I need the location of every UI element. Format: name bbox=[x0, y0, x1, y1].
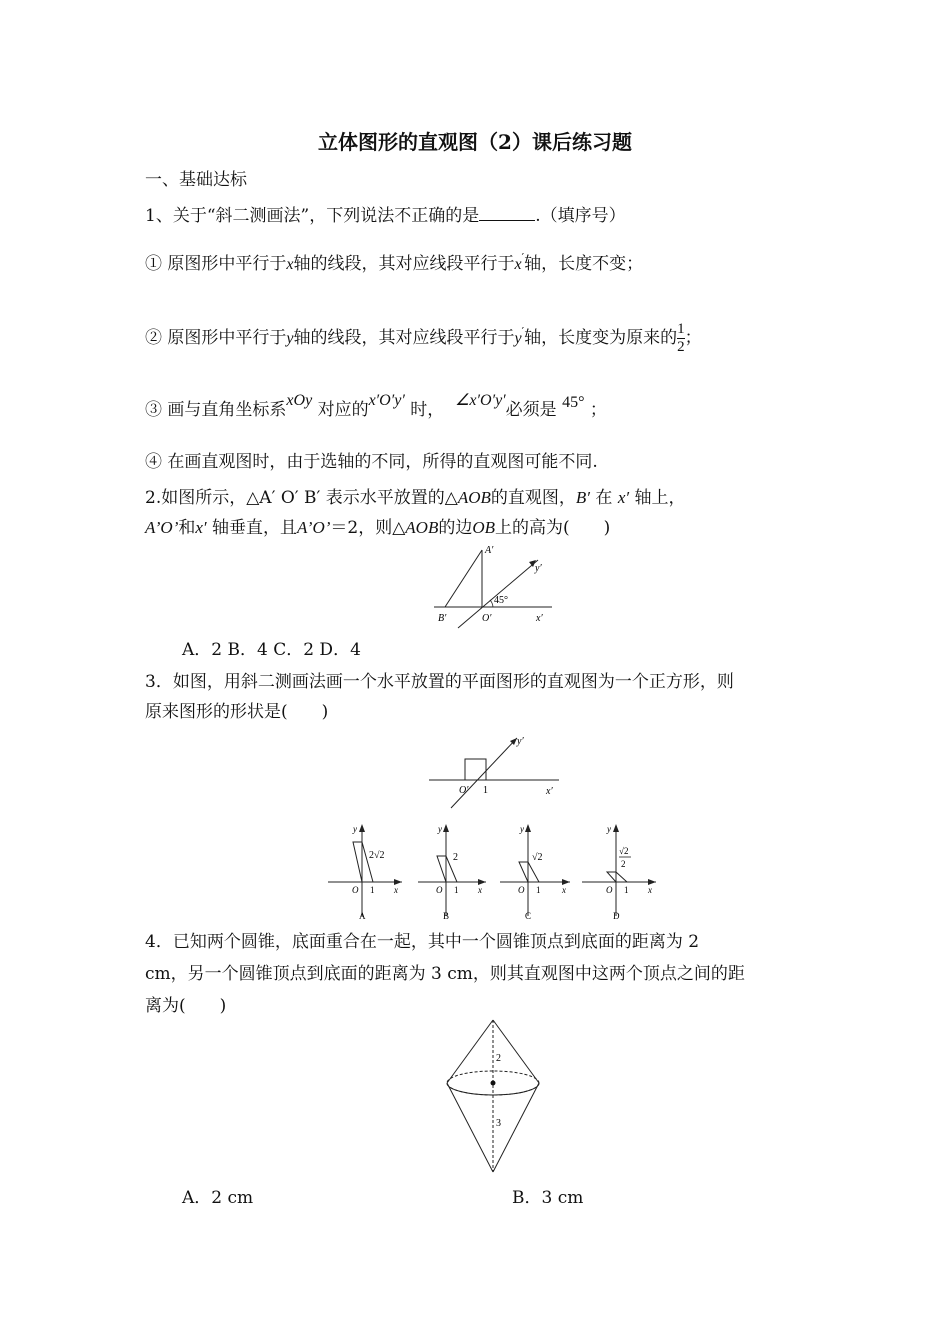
q3-label-one: 1 bbox=[483, 785, 488, 796]
s3-angle: ∠x′O′y′ bbox=[455, 392, 506, 409]
s1-x: x bbox=[286, 256, 294, 273]
s1-text-b: 轴的线段，其对应线段平行于 bbox=[293, 254, 515, 274]
q3-figure bbox=[425, 728, 565, 812]
q1-statement-1 bbox=[145, 252, 643, 278]
q3-line-2: 原来图形的形状是( ) bbox=[145, 702, 329, 722]
q2-label-angle: 45° bbox=[494, 595, 508, 606]
svg-text:1: 1 bbox=[370, 885, 375, 895]
svg-text:1: 1 bbox=[454, 885, 459, 895]
choice-a-graph bbox=[328, 824, 402, 921]
q2-x-prime-2: x′ bbox=[195, 518, 207, 537]
q1-stem-tail: .（填序号） bbox=[535, 206, 626, 226]
q4-option-a: A．2 cm bbox=[182, 1188, 254, 1208]
choice-c-length: √2 bbox=[532, 852, 543, 863]
fraction-one-half bbox=[677, 321, 685, 356]
q2-y-axis bbox=[458, 560, 538, 628]
q2-text-d: 轴上， bbox=[629, 488, 686, 508]
q3-label-x: x′ bbox=[546, 786, 553, 797]
s3-text-c: 时， bbox=[410, 400, 445, 420]
choice-d-num: √2 bbox=[619, 846, 629, 856]
q3-square bbox=[465, 759, 486, 780]
choice-d-letter: D bbox=[613, 911, 620, 921]
svg-text:y: y bbox=[438, 824, 442, 834]
q2-x-prime: x′ bbox=[617, 488, 630, 507]
q2-aob: AOB bbox=[457, 488, 491, 507]
choice-b-length: 2 bbox=[453, 852, 458, 863]
base-center-dot bbox=[491, 1081, 496, 1086]
svg-text:O: O bbox=[518, 885, 525, 895]
svg-text:O: O bbox=[352, 885, 359, 895]
q2-label-b: B′ bbox=[438, 613, 447, 624]
svg-text:x: x bbox=[648, 885, 652, 895]
q2-line-2 bbox=[145, 516, 610, 540]
q4-line-2: cm，另一个圆锥顶点到底面的距离为 3 cm，则其直观图中这两个顶点之间的距 bbox=[145, 964, 745, 984]
q3-label-o: O′ bbox=[459, 785, 469, 796]
s3-xoy: xOy bbox=[286, 392, 313, 409]
s1-prime: ′ bbox=[521, 251, 525, 264]
s3-text-d: 必须是 bbox=[505, 400, 557, 420]
svg-text:y: y bbox=[607, 824, 611, 834]
q2-ao-2: A’O’ bbox=[297, 518, 331, 537]
upper-cone-left bbox=[447, 1020, 493, 1083]
svg-text:1: 1 bbox=[536, 885, 541, 895]
q2-text-b: 的直观图， bbox=[490, 488, 576, 508]
q3-label-y: y′ bbox=[517, 736, 524, 747]
q2-label-y: y′ bbox=[535, 563, 542, 574]
q3-line-1: 3．如图，用斜二测画法画一个水平放置的平面图形的直观图为一个正方形，则 bbox=[145, 672, 734, 692]
q2-text-a: 2.如图所示，△A′ O′ B′ 表示水平放置的△ bbox=[145, 488, 458, 508]
q2-text-c: 在 bbox=[590, 488, 618, 508]
choice-c-graph bbox=[500, 824, 570, 921]
q2-text-i: 上的高为( ) bbox=[495, 518, 611, 538]
choice-d-graph bbox=[582, 824, 656, 921]
s3-text-b: 对应的 bbox=[317, 400, 369, 420]
q4-line-3: 离为( ) bbox=[145, 996, 227, 1016]
s3-text-a: ③ 画与直角坐标系 bbox=[145, 400, 287, 420]
q2-ob: OB bbox=[472, 518, 495, 537]
lower-cone-left bbox=[447, 1083, 493, 1172]
q2-text-g: ＝2，则△ bbox=[330, 518, 406, 538]
choice-b-letter: B bbox=[443, 911, 450, 921]
s1-text-c: 轴，长度不变； bbox=[524, 254, 644, 274]
q1-stem bbox=[145, 204, 626, 228]
s2-y-prime: y bbox=[514, 330, 522, 347]
svg-text:y: y bbox=[353, 824, 357, 834]
cone-height-top: 2 bbox=[496, 1053, 501, 1064]
q2-figure bbox=[432, 542, 556, 632]
frac-den: 2 bbox=[677, 339, 685, 355]
q4-line-1: 4．已知两个圆锥，底面重合在一起，其中一个圆锥顶点到底面的距离为 2 bbox=[145, 932, 700, 952]
svg-text:x: x bbox=[562, 885, 566, 895]
q2-aob-2: AOB bbox=[405, 518, 439, 537]
q2-text-h: 的边 bbox=[438, 518, 473, 538]
svg-text:O: O bbox=[436, 885, 443, 895]
upper-cone-right bbox=[493, 1020, 539, 1083]
cone-height-bottom: 3 bbox=[496, 1118, 501, 1129]
q4-cone-figure bbox=[440, 1016, 546, 1178]
q1-stem-text: 1、关于“斜二测画法”，下列说法不正确的是 bbox=[145, 206, 480, 226]
svg-text:x: x bbox=[394, 885, 398, 895]
q2-ab-edge bbox=[445, 550, 482, 607]
frac-num: 1 bbox=[677, 321, 685, 337]
q2-text-f: 轴垂直，且 bbox=[206, 518, 298, 538]
q1-statement-3 bbox=[145, 392, 607, 423]
q2-options: A．2 B．4 C．2 D．4 bbox=[182, 640, 361, 660]
s1-x-prime: x bbox=[514, 256, 522, 273]
q2-label-o: O′ bbox=[482, 613, 492, 624]
choice-a-length: 2√2 bbox=[369, 850, 385, 861]
svg-text:O: O bbox=[606, 885, 613, 895]
choice-c-letter: C bbox=[525, 911, 532, 921]
q2-label-a: A′ bbox=[485, 545, 494, 556]
q1-statement-2 bbox=[145, 318, 702, 360]
svg-text:x: x bbox=[478, 885, 482, 895]
q4-option-b: B．3 cm bbox=[512, 1188, 584, 1208]
q2-text-e: 和 bbox=[178, 518, 196, 538]
choice-b-graph bbox=[418, 824, 486, 921]
q3-y-axis bbox=[451, 738, 517, 808]
s3-45-degrees: 45° bbox=[562, 394, 585, 411]
s2-prime: ′ bbox=[521, 325, 525, 338]
section-heading: 一、基础达标 bbox=[145, 170, 247, 190]
q3-choices-figure bbox=[326, 818, 660, 922]
s3-text-e: ； bbox=[589, 400, 607, 420]
q2-b-prime: B′ bbox=[575, 488, 591, 507]
svg-text:y: y bbox=[520, 824, 524, 834]
answer-blank bbox=[479, 206, 535, 221]
q2-line-1 bbox=[145, 486, 686, 510]
q2-angle-arc bbox=[490, 600, 493, 607]
q2-label-x: x′ bbox=[536, 613, 543, 624]
svg-text:1: 1 bbox=[624, 885, 629, 895]
s1-text-a: ① 原图形中平行于 bbox=[145, 254, 287, 274]
s2-text-c: 轴，长度变为原来的 bbox=[524, 328, 678, 348]
choice-a-letter: A bbox=[359, 911, 366, 921]
choice-d-den: 2 bbox=[621, 859, 626, 869]
s2-text-b: 轴的线段，其对应线段平行于 bbox=[293, 328, 515, 348]
q2-ao-1: A’O’ bbox=[145, 518, 179, 537]
s3-xoy-prime: x′O′y′ bbox=[368, 392, 405, 409]
s2-y: y bbox=[286, 330, 294, 347]
s2-text-a: ② 原图形中平行于 bbox=[145, 328, 287, 348]
page-title: 立体图形的直观图（2）课后练习题 bbox=[318, 130, 632, 154]
q1-statement-4: ④ 在画直观图时，由于选轴的不同，所得的直观图可能不同. bbox=[145, 452, 598, 472]
s2-text-d: ； bbox=[684, 328, 702, 348]
